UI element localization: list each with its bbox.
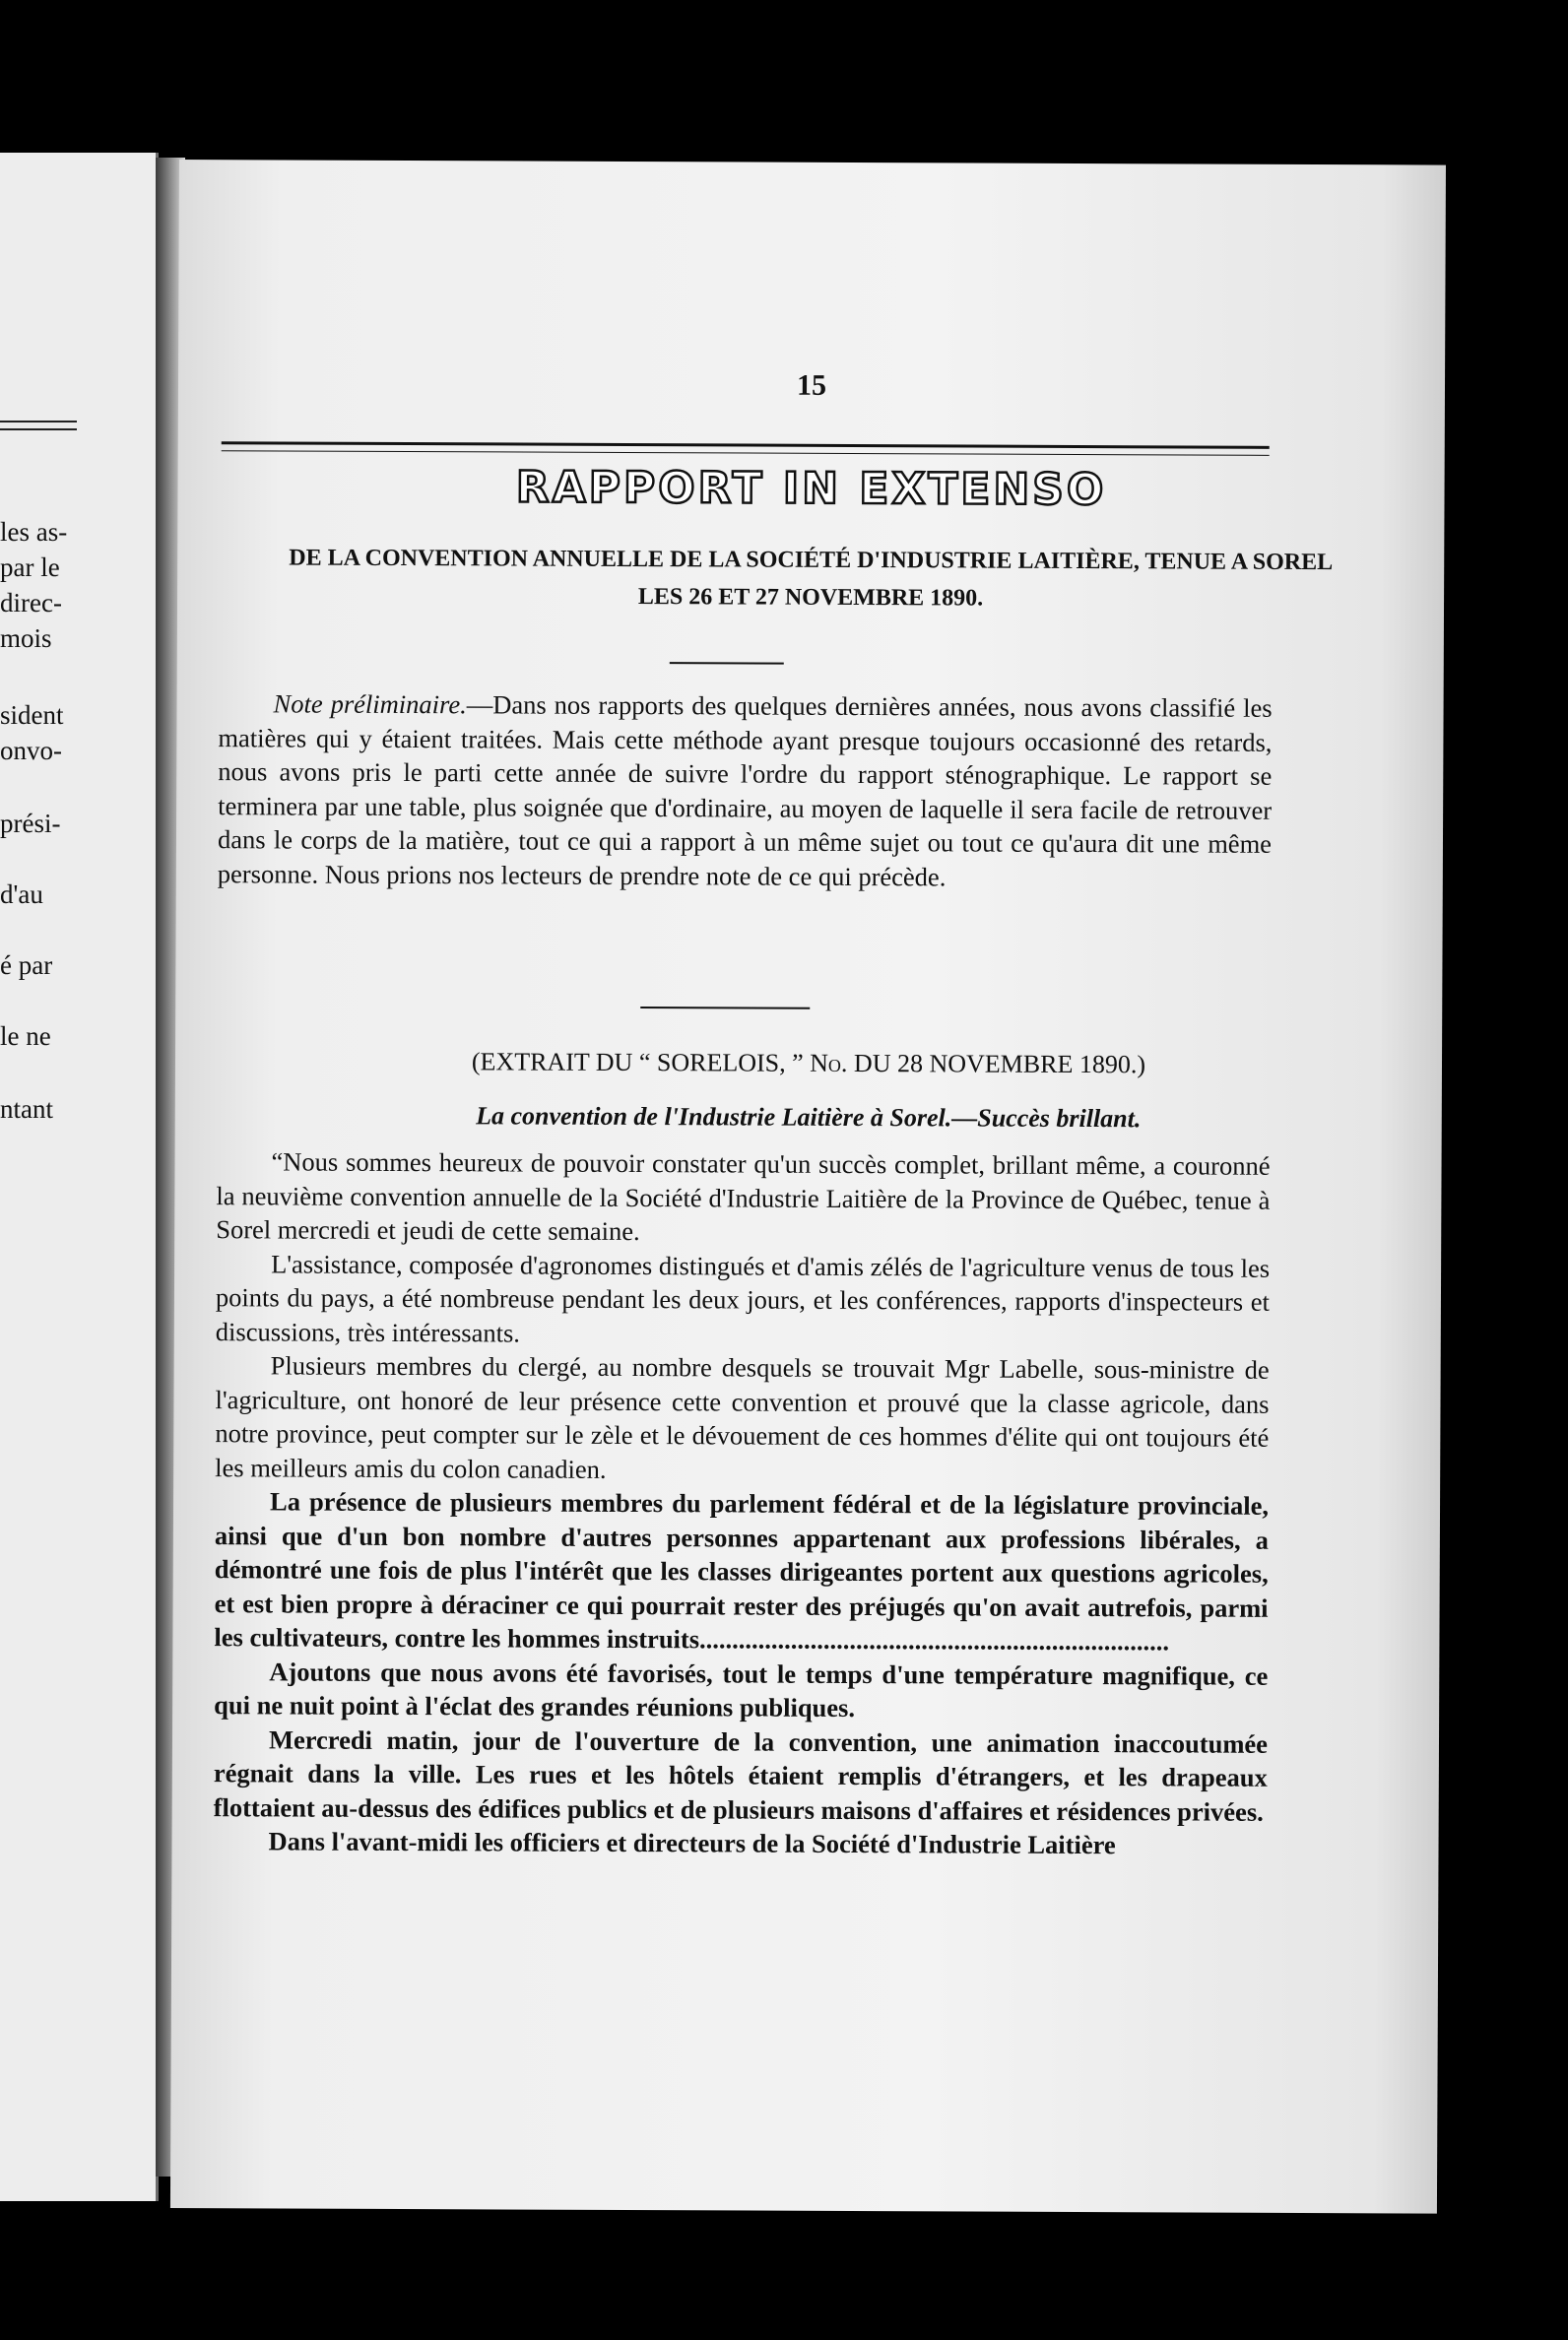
page-title: RAPPORT IN EXTENSO — [515, 462, 1107, 516]
left-fragment: onvo- — [0, 736, 62, 765]
page-subtitle — [217, 539, 1405, 618]
article-paragraph: La présence de plusieurs membres du parlement fédéral et de la législature provinciale, ainsi que d'un bon nombre d'autres personnes appartenant aux professions libérales, a démontré une fois de plus l'intérêt que les classes dirigeantes portent aux questions agricoles, et est bien propre à déraciner ce qui pourrait rester des préjugés qu'on avait autrefois, parmi les cultivateurs, contre les hommes instruits........................................................................ — [214, 1486, 1270, 1657]
section-divider — [670, 662, 784, 665]
left-fragment: par le — [0, 552, 60, 582]
header-rule — [222, 441, 1270, 456]
left-fragment: les as- — [0, 517, 68, 547]
page-number: 15 — [796, 368, 827, 402]
extract-line: (EXTRAIT DU “ SORELOIS, ” No. DU 28 NOVEMBRE 1890.) — [471, 1047, 1146, 1079]
subtitle-line-1: DE LA CONVENTION ANNUELLE DE LA SOCIÉTÉ D'INDUSTRIE LAITIÈRE, TENUE A SOREL — [289, 545, 1334, 576]
article-paragraph: Plusieurs membres du clergé, au nombre desquels se trouvait Mgr Labelle, sous-ministre de l'agriculture, ont honoré de leur présence cette convention et prouvé que la classe agricole, dans notre province, peut compter sur le zèle et le dévouement de ces hommes d'élite qui ont toujours été les meilleurs amis du colon canadien. — [215, 1350, 1270, 1484]
left-page-rule — [0, 421, 77, 430]
article-heading: La convention de l'Industrie Laitière à Sorel.—Succès brillant. — [476, 1101, 1142, 1134]
note-paragraph — [218, 686, 1273, 895]
note-text: —Dans nos rapports des quelques dernières années, nous avons classifié les matières qui y étaient traitées. Mais cette méthode ayant presque toujours occasionné des retards, nous avons pris le parti cette année de suivre l'ordre du rapport sténographique. Le rapport se terminera par une table, plus soignée que d'ordinaire, au moyen de laquelle il sera facile de retrouver dans le corps de la matière, tout ce qui a rapport à un même sujet ou tout ce qu'aura dit une même personne. Nous prions nos lecteurs de prendre note de ce qui précède. — [217, 689, 1273, 891]
left-fragment: mois — [0, 623, 52, 653]
article-paragraph: “Nous sommes heureux de pouvoir constater qu'un succès complet, brillant même, a couronné la neuvième convention annuelle de la Société d'Industrie Laitière de la Province de Québec, tenue à Sorel mercredi et jeudi de cette semaine. — [216, 1146, 1271, 1247]
article-paragraph: Ajoutons que nous avons été favorisés, tout le temps d'une température magnifique, ce qui ne nuit point à l'éclat des grandes réunions publiques. — [214, 1656, 1269, 1723]
left-fragment: é par — [0, 950, 53, 980]
left-fragment: prési- — [0, 809, 61, 838]
left-fragment: sident — [0, 700, 64, 730]
left-fragment: le ne — [0, 1021, 51, 1051]
note-label: Note préliminaire. — [273, 688, 467, 720]
document-page — [170, 160, 1446, 2214]
left-fragment: direc- — [0, 588, 62, 618]
left-facing-page — [0, 153, 159, 2201]
article-paragraph: Mercredi matin, jour de l'ouverture de la convention, une animation inaccoutumée régnait dans la ville. Les rues et les hôtels étaient remplis d'étrangers, et les drapeaux flottaient au-dessus des édifices publics et de plusieurs maisons d'affaires et résidences privées. — [213, 1723, 1269, 1827]
left-fragment: ntant — [0, 1094, 53, 1124]
section-divider — [640, 1007, 810, 1009]
subtitle-line-2: LES 26 ET 27 NOVEMBRE 1890. — [637, 584, 984, 612]
article-body — [213, 1144, 1270, 1862]
article-paragraph: L'assistance, composée d'agronomes distingués et d'amis zélés de l'agriculture venus de tous les points du pays, a été nombreuse pendant les deux jours, et les conférences, rapports d'inspecteurs et discussions, très intéressants. — [215, 1248, 1271, 1348]
left-fragment: d'au — [0, 879, 43, 909]
article-paragraph: Dans l'avant-midi les officiers et directeurs de la Société d'Industrie Laitière — [268, 1826, 1116, 1860]
